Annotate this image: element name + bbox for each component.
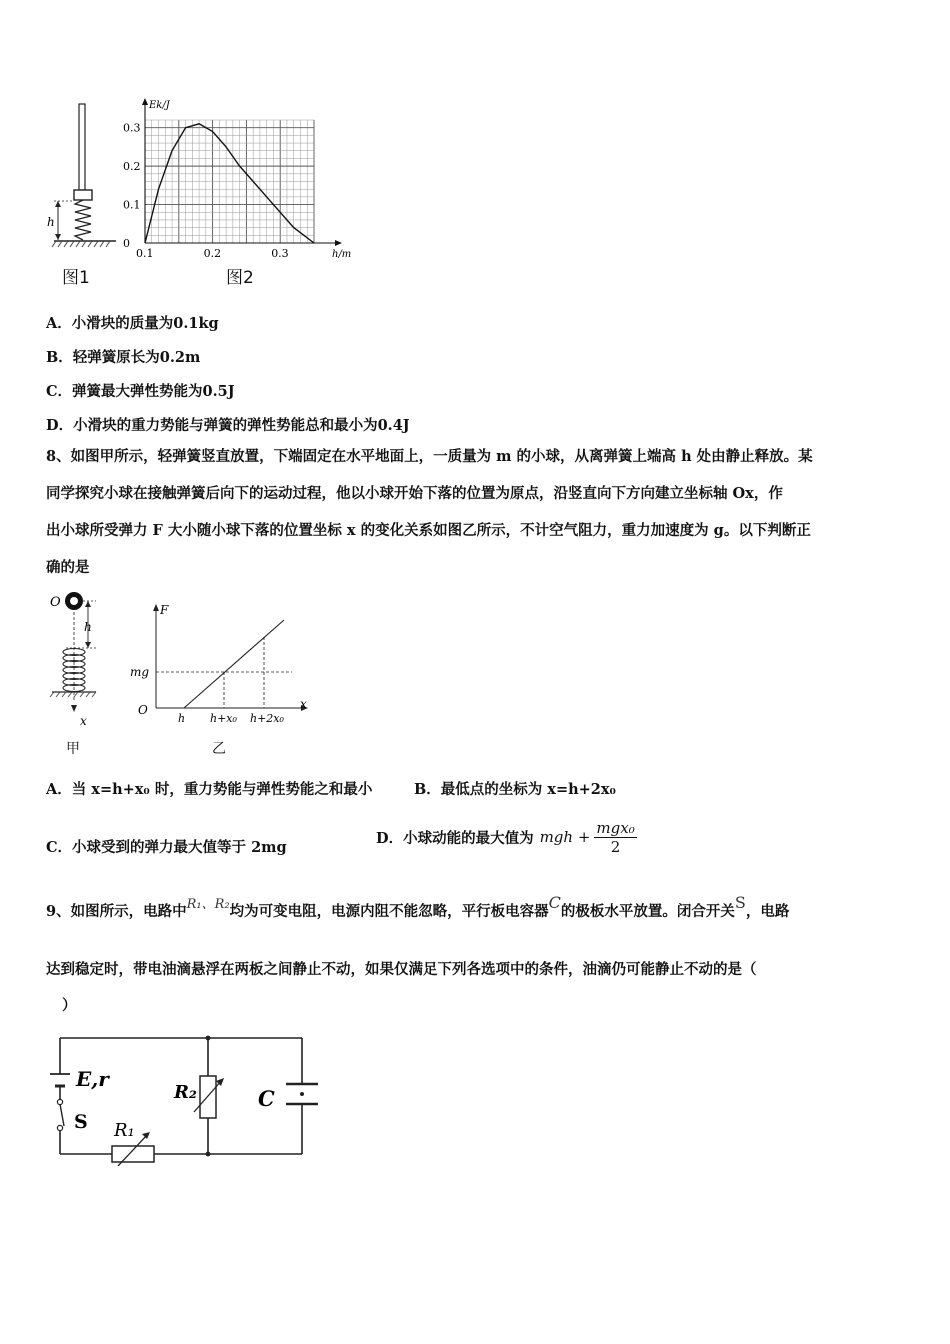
slider-block <box>74 190 92 200</box>
switch-label: S <box>74 1111 88 1133</box>
figure-yi-label: 乙 <box>212 741 226 757</box>
y-tick-label: 0.1 <box>123 198 141 212</box>
q9-line-1 <box>46 893 916 921</box>
spring-coil <box>75 200 91 240</box>
vertical-rod <box>79 104 85 190</box>
q8-option-d-text: D．小球动能的最大值为 <box>376 829 534 847</box>
mg-label: mg <box>130 665 150 679</box>
q9-line-3: ） <box>62 997 77 1014</box>
figure-yi-force-graph <box>126 598 316 726</box>
capacitor-label: C <box>258 1086 275 1111</box>
x-axis-label: x <box>80 714 87 728</box>
switch-icon[interactable] <box>57 1099 62 1104</box>
formula-denominator: 2 <box>610 837 621 856</box>
figure-2-label: 图2 <box>226 268 254 288</box>
force-line <box>184 620 284 708</box>
x-axis-label: x <box>300 697 307 711</box>
q8-option-b[interactable]: B．最低点的坐标为 x=h+2x₀ <box>414 781 616 798</box>
x-axis-arrow <box>335 240 342 246</box>
chart-ylabel: Ek/J <box>149 100 170 111</box>
battery-label: E,r <box>76 1067 109 1091</box>
q8-line-4: 确的是 <box>46 559 90 576</box>
y-tick-label: 0.2 <box>123 160 141 174</box>
figure-2-ek-chart <box>118 96 358 266</box>
q8-option-c[interactable]: C．小球受到的弹力最大值等于 2mg <box>46 839 287 856</box>
y-axis-arrow <box>142 98 148 105</box>
q8-option-d[interactable] <box>376 814 637 860</box>
r2-label: R₂ <box>174 1082 197 1103</box>
oil-drop-icon <box>300 1092 304 1096</box>
h-label: h <box>84 620 92 634</box>
r2-resistor-icon <box>200 1076 216 1118</box>
h-label: h <box>47 215 55 229</box>
s-symbol: S <box>734 893 746 912</box>
q8-line-2: 同学探究小球在接触弹簧后向下的运动过程，他以小球开始下落的位置为原点，沿竖直向下方向建立坐标轴 Ox，作 <box>46 485 783 502</box>
ek-curve-line <box>145 124 314 243</box>
separator: 、 <box>201 897 215 912</box>
x-tick-label: 0.3 <box>271 247 289 260</box>
q9-line-1-start: 9、如图所示，电路中 <box>46 903 187 920</box>
q7-option-b[interactable]: B．轻弹簧原长为0.2m <box>46 349 201 366</box>
q9-line-1-post: 的极板水平放置。闭合开关 <box>560 903 735 920</box>
figure-jia-ball-spring <box>44 588 124 738</box>
r2-symbol: R₂ <box>214 897 230 912</box>
chart-xlabel: h/m <box>332 249 352 260</box>
x-tick-label: 0.1 <box>136 247 154 260</box>
r1-symbol: R₁ <box>186 897 202 912</box>
f-axis-label: F <box>160 603 169 617</box>
c-symbol: C <box>548 893 561 912</box>
q9-line-1-end: ，电路 <box>745 903 790 920</box>
q9-line-1-middle: 均为可变电阻，电源内阻不能忽略，平行板电容器 <box>229 903 549 920</box>
tick-h: h <box>178 712 186 725</box>
q8-option-a[interactable]: A．当 x=h+x₀ 时，重力势能与弹性势能之和最小 <box>46 781 373 798</box>
y-tick-label: 0 <box>123 237 130 250</box>
q7-option-d[interactable]: D．小滑块的重力势能与弹簧的弹性势能总和最小为0.4J <box>46 417 410 434</box>
tick-h-x0: h+x₀ <box>210 712 237 725</box>
figure-1-label: 图1 <box>62 268 90 288</box>
q9-line-2: 达到稳定时，带电油滴悬浮在两板之间静止不动，如果仅满足下列各选项中的条件，油滴仍可能静止不动的是（ <box>46 961 757 978</box>
q7-option-c[interactable]: C．弹簧最大弹性势能为0.5J <box>46 383 235 400</box>
q8-question-text <box>46 438 908 586</box>
x-tick-label: 0.2 <box>203 247 222 260</box>
q7-option-a[interactable]: A．小滑块的质量为0.1kg <box>46 315 219 332</box>
q8-line-3: 出小球所受弹力 F 大小随小球下落的位置坐标 x 的变化关系如图乙所示，不计空气阻力，重力加速度为 g。以下判断正 <box>46 522 811 539</box>
tick-h-2x0: h+2x₀ <box>250 712 284 725</box>
origin-label: O <box>138 703 148 717</box>
r1-label: R₁ <box>114 1120 135 1141</box>
formula-numerator: mgx₀ <box>596 818 635 837</box>
r1-resistor-icon <box>112 1146 154 1162</box>
chart-grid <box>145 120 314 243</box>
formula-mgh: mgh + <box>539 828 591 846</box>
y-tick-label: 0.3 <box>123 121 141 135</box>
formula-fraction <box>594 819 636 856</box>
origin-o-label: O <box>50 595 61 610</box>
figure-jia-label: 甲 <box>66 741 80 757</box>
circuit-diagram <box>44 1026 364 1166</box>
q8-line-1: 8、如图甲所示，轻弹簧竖直放置，下端固定在水平地面上，一质量为 m 的小球，从离弹簧上端高 h 处由静止释放。某 <box>46 448 813 465</box>
